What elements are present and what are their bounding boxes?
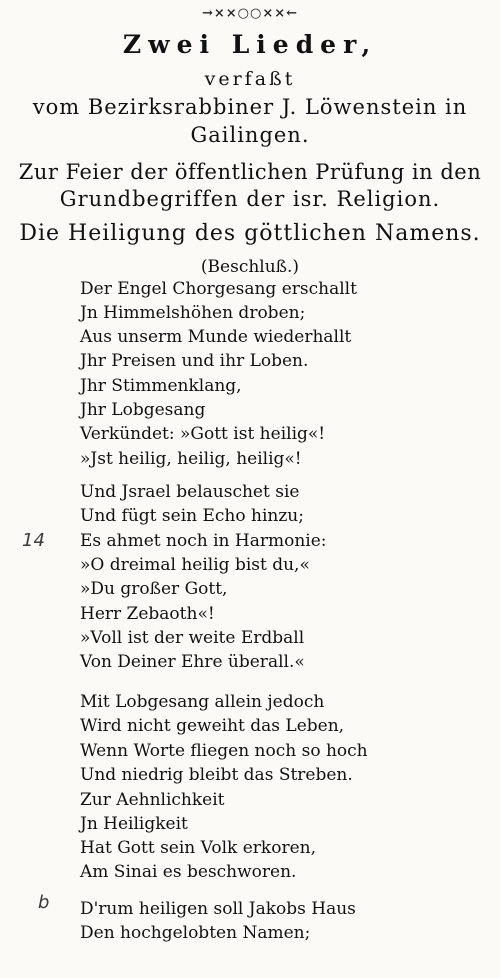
poem-line: Wird nicht geweiht das Leben,: [80, 716, 345, 736]
poem-line: Und Jsrael belauschet sie: [80, 482, 300, 502]
poem-line: Zur Aehnlichkeit: [80, 790, 225, 810]
poem-line: Jn Heiligkeit: [80, 814, 188, 834]
poem-line: »Jst heilig, heilig, heilig«!: [80, 449, 302, 469]
poem-line: Hat Gott sein Volk erkoren,: [80, 838, 317, 858]
poem-line: »Voll ist der weite Erdball: [80, 628, 305, 648]
poem-line: Jhr Stimmenklang,: [80, 376, 242, 396]
occasion-line-2: Grundbegriffen der isr. Religion.: [59, 187, 441, 211]
poem-line: Wenn Worte fliegen noch so hoch: [80, 741, 368, 761]
poem-line: Von Deiner Ehre überall.«: [80, 652, 305, 672]
poem-line: Der Engel Chorgesang erschallt: [80, 279, 357, 299]
conclusion-note: (Beschluß.): [200, 257, 300, 277]
decorative-ornament: →××○○××←: [201, 6, 299, 21]
poem-line: Jhr Lobgesang: [80, 400, 206, 420]
handwritten-margin-mark: 14: [22, 530, 45, 551]
poem-line: »Du großer Gott,: [80, 579, 228, 599]
handwritten-margin-mark: b: [38, 892, 50, 913]
poem-line: Es ahmet noch in Harmonie:: [80, 531, 327, 551]
song-title: Die Heiligung des göttlichen Namens.: [19, 221, 481, 246]
verfasst-line: verfaßt: [204, 68, 296, 90]
poem-line: Jn Himmelshöhen droben;: [80, 303, 306, 323]
poem-line: »O dreimal heilig bist du,«: [80, 555, 310, 575]
poem-line: Herr Zebaoth«!: [80, 604, 215, 624]
place-line: Gailingen.: [190, 123, 310, 147]
poem-line: D'rum heiligen soll Jakobs Haus: [80, 899, 356, 919]
poem-line: Am Sinai es beschworen.: [80, 862, 297, 882]
poem-line: Jhr Preisen und ihr Loben.: [80, 351, 309, 371]
poem-line: Und niedrig bleibt das Streben.: [80, 765, 353, 785]
poem-line: Verkündet: »Gott ist heilig«!: [80, 424, 326, 444]
poem-line: Mit Lobgesang allein jedoch: [80, 692, 325, 712]
author-line: vom Bezirksrabbiner J. Löwenstein in: [32, 95, 468, 119]
poem-line: Und fügt sein Echo hinzu;: [80, 506, 304, 526]
poem-line: Den hochgelobten Namen;: [80, 923, 311, 943]
poem-line: Aus unserm Munde wiederhallt: [80, 327, 352, 347]
occasion-line-1: Zur Feier der öffentlichen Prüfung in den: [18, 160, 482, 184]
title: Zwei Lieder,: [122, 30, 378, 59]
